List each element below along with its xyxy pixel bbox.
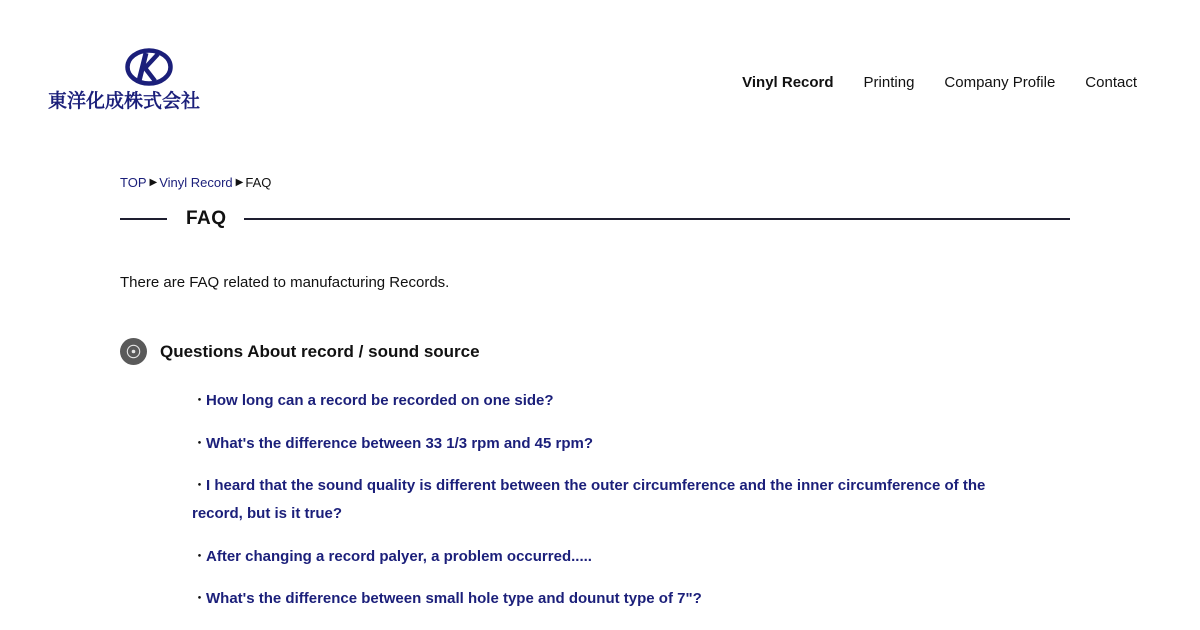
section-title: Questions About record / sound source <box>160 342 480 361</box>
company-name-logotype: 東洋化成株式会社 <box>48 90 201 112</box>
breadcrumb-link-vinyl-record[interactable]: Vinyl Record <box>159 175 233 190</box>
breadcrumb-current: FAQ <box>245 175 272 190</box>
page-title: FAQ <box>186 208 227 229</box>
intro-text: There are FAQ related to manufacturing Records. <box>120 274 450 291</box>
heading-rule-right <box>244 218 1070 220</box>
faq-question-link[interactable]: I heard that the sound quality is different between the outer circumference and the inner circumference of the record, but is it true? <box>192 477 986 522</box>
tk-monogram-icon <box>125 48 173 86</box>
list-item <box>192 585 1022 613</box>
faq-question-link[interactable]: What's the difference between small hole type and dounut type of 7"? <box>206 590 702 607</box>
bullet: ・ <box>192 434 208 452</box>
list-item <box>192 543 1022 571</box>
heading-rule-left <box>120 218 167 220</box>
nav-item-contact[interactable]: Contact <box>1085 74 1137 91</box>
company-logo[interactable] <box>48 48 250 114</box>
list-item <box>192 387 1022 415</box>
bullet: ・ <box>192 590 208 607</box>
bullet: ・ <box>192 477 208 494</box>
breadcrumb-separator-icon: ▶ <box>149 177 158 188</box>
nav-item-printing[interactable]: Printing <box>863 74 915 91</box>
faq-question-link[interactable]: After changing a record palyer, a problem occurred..... <box>206 547 592 565</box>
breadcrumb-link-top[interactable]: TOP <box>120 175 147 190</box>
main-nav <box>742 73 1137 93</box>
nav-item-vinyl-record[interactable]: Vinyl Record <box>742 74 834 91</box>
faq-question-link[interactable]: How long can a record be recorded on one side? <box>206 392 554 409</box>
vinyl-disc-icon <box>120 338 147 365</box>
bullet: ・ <box>192 392 208 409</box>
list-item <box>192 472 1022 528</box>
faq-question-list <box>192 387 1022 628</box>
list-item <box>192 430 1022 458</box>
site-header <box>0 0 1200 140</box>
page-heading <box>120 206 1070 232</box>
bullet: ・ <box>192 547 208 565</box>
breadcrumb <box>120 174 271 191</box>
faq-question-link[interactable]: What's the difference between 33 1/3 rpm and 45 rpm? <box>206 434 594 452</box>
nav-item-company-profile[interactable]: Company Profile <box>944 74 1056 91</box>
breadcrumb-separator-icon: ▶ <box>235 177 244 188</box>
